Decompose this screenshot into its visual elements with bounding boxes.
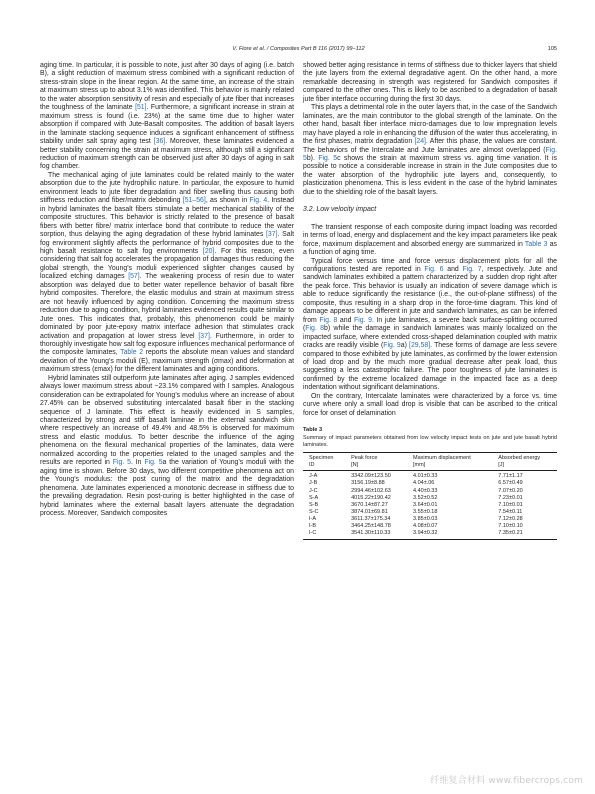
figure-link[interactable]: Fig. 6 (424, 265, 444, 273)
column-unit: [N] (345, 462, 407, 471)
table-row: S-C 3874.01±69.81 3.55±0.18 7.54±0.11 (309, 508, 523, 515)
paragraph: This plays a detrimental role in the outer layers that, in the case of the Sandwich laminates, are the main contributor to the global strength of the laminate. On the other hand, basalt fiber interface micro-damages due to low impregnation levels may have played a role in enhancing the diffusion of the water thus accelerating, in the first phases, matrix degradation [24]. After this phase, the values are constant. The behaviors of the Intercalate and Jute laminates are almost overlapped (Fig. 5b). Fig. 5c shows the strain at maximum stress vs. aging time variation. It is possible to notice a considerable increase in strain in the Jute composites due to the water absorption of the hydrophilic jute layers and, consequently, to plasticization phenomena. This is less evident in the case of the hybrid laminates due to the shielding role of the basalt layers. (303, 104, 557, 196)
running-head (40, 43, 557, 55)
figure-link[interactable]: Fig. 5 (303, 146, 557, 162)
column-header: Specimen (303, 453, 345, 462)
figure-link[interactable]: Fig. 9 (383, 342, 401, 350)
citation-link[interactable]: [29,58] (409, 342, 431, 350)
citation-link[interactable]: [37] (198, 332, 210, 340)
figure-link[interactable]: Fig. 5 (144, 459, 163, 467)
column-header: Maximum displacement (407, 453, 492, 462)
left-column (40, 62, 294, 518)
section-heading: 3.2. Low velocity impact (303, 206, 377, 214)
column-header: Peak force (345, 453, 407, 462)
table-link[interactable]: Table 3 (524, 240, 548, 248)
paragraph: Typical force versus time and force versus displacement plots for all the configurations tested are reported in Fig. 6 and Fig. 7, respectively. Jute and sandwich laminates exhibited a pattern characterized by a sudden drop right after the peak force. This behavior is usually an indication of severe damage which is able to reduce significantly the resistance (i.e., the out-of-plane stiffness) of the composite, thus resulting in a sharp drop in the force-time diagram. This kind of damage appears to be different in jute and sandwich laminates, as can be inferred from Fig. 8 and Fig. 9. In jute laminates, a severe back surface-splitting occurred (Fig. 8b) while the damage in sandwich laminates was mainly localized on the impacted surface, where extended cross-shaped delamination coupled with matrix cracks are readily visible (Fig. 9a) [29,58]. These forms of damage are less severe compared to those exhibited by jute laminates, as confirmed by the lower extension of load drop and by the much more gradual decrease after peak load, thus suggesting a less catastrophic failure. The poor toughness of jute laminates is confirmed by the extreme localized damage in the impacted face as a deep indentation without significant delaminations. (303, 257, 558, 392)
figure-link[interactable]: Fig. 8 (305, 325, 324, 333)
paragraph: aging time. In particular, it is possible to note, just after 30 days of aging (i.e. batch B), a slight reduction of maximum stress combined with a significant reduction of stress-strain slope in the linear region. At the same time, an increase of the strain at maximum stress up to about 3.1% was identified. This behavior is mainly related to the water absorption sensitivity of resin and especially of jute fiber that increases the toughness of the laminate [51]. Furthermore, a significant increase in strain at maximum stress is found (i.e. 23%) at the same time due to higher water absorption if compared with Jute-Basalt composites. The addition of basalt layers in the laminate stacking sequence induces a significant enhancement of stiffness stability under salt spray aging test [36]. Moreover, these laminates evidenced a better stability concerning the strain at maximum stress, although still a significant reduction of maximum strength can be observed just after 30 days of aging in salt fog chamber. (40, 62, 294, 171)
paragraph: On the contrary, Intercalate laminates were characterized by a force vs. time curve where only a small load drop is visible that can be ascribed to the critical force for onset of delamination (303, 392, 557, 417)
figure-link[interactable]: Fig. 7 (462, 265, 482, 273)
table-row: I-C 3541.30±110.33 3.94±0.32 7.35±0.21 (303, 530, 557, 540)
page-number: 105 (547, 46, 557, 52)
watermark: 纤维复合材料 www.fibercrops.com (430, 776, 583, 786)
table-link[interactable]: Table 2 (120, 349, 144, 357)
paragraph: The transient response of each composite during impact loading was recorded in terms of load, energy and displacement and the key impact parameters like peak force, maximum displacement and absorbed energy are summarized in Table 3 as a function of aging time. (303, 223, 558, 257)
table-row: J-C 2994.46±102.63 4.40±0.33 7.07±0.20 (309, 487, 523, 494)
figure-link[interactable]: Fig. 5 (318, 154, 338, 162)
figure-link[interactable]: Fig. 9 (354, 316, 372, 324)
table-row: S-B 3670.14±87.27 3.64±0.01 7.10±0.01 (309, 501, 523, 508)
citation-link[interactable]: [37] (266, 231, 278, 239)
column-unit: [J] (492, 462, 557, 471)
paragraph: showed better aging resistance in terms of stiffness due to thicker layers that shield the jute layers from the external degradative agent. On the other hand, a more remarkable decreasing in strength was registered for Sandwich composites if compared to the other ones. This is likely to be ascribed to a degradation of basalt jute fiber interface occurring during the first 30 days. (303, 62, 557, 103)
citation-link[interactable]: [20] (202, 247, 215, 255)
citation-link[interactable]: [36] (153, 138, 166, 146)
citation-link[interactable]: [57] (128, 273, 140, 281)
table-row: J-A 3342.09±123.50 4.01±0.33 7.71±1.17 (309, 473, 523, 480)
column-unit: [mm] (407, 462, 492, 471)
figure-link[interactable]: Fig. 5 (112, 459, 131, 467)
citation-link[interactable]: [24] (414, 138, 426, 146)
table-row: I-B 3464.25±148.78 4.08±0.07 7.10±0.10 (309, 522, 523, 529)
paragraph: Hybrid laminates still outperform jute laminates after aging. J samples evidenced always lower maximum stress about −23.1% compared with I samples. Analogous consideration can be extrapolated for Young’s modulus where an increase of about 27.45% can be observed substituting intercalated basalt fiber in the stacking sequence of J laminate. This effect is heavily evidenced in S samples, characterized by strong and stiff basalt laminae in the external sandwich skin where respectively an increase of 49.4% and 48.5% is observed for maximum stress and elastic modulus. To better describe the influence of the aging phenomena on the flexural mechanical properties of the laminates, data were normalized according to the properties related to the unaged samples and the results are reported in Fig. 5. In Fig. 5a the variation of Young’s moduli with the aging time is shown. Before 30 days, two different competitive phenomena act on the Young’s modulus: the post curing of the matrix and the degradation phenomena. Jute laminates experienced a monotonic decrease in stiffness due to the prevailing degradation. Resin post-curing is better highlighted in the case of hybrid laminates where the external basalt layers attenuate the degradation process. Moreover, Sandwich composites (40, 374, 294, 518)
impact-table (303, 452, 557, 540)
table-row: J-B 3156.19±8.88 4.04±.06 6.57±0.49 (309, 480, 523, 487)
citation-link[interactable]: [51–56] (182, 197, 206, 205)
column-header: Absorbed energy (492, 453, 557, 462)
figure-link[interactable]: Fig. 8 (319, 316, 338, 324)
table-label: Table 3 (303, 427, 323, 434)
table-row: S-A 4015.22±190.42 3.52±0.52 7.23±0.01 (309, 494, 523, 501)
citation-link[interactable]: [51] (135, 104, 147, 112)
table-units-row (303, 462, 557, 471)
table-header-row (303, 453, 557, 462)
column-unit: ID (303, 462, 345, 471)
journal-citation: V. Fiore et al. / Composites Part B 116 (2017) 99–112 (232, 46, 365, 52)
table-row: I-A 3611.37±175.34 3.85±0.03 7.12±0.28 (309, 515, 523, 522)
paragraph: The mechanical aging of jute laminates could be related mainly to the water absorption due to the jute hydrophilic nature. In particular, the exposure to humid environment leads to jute fiber degradation and fiber swelling thus causing both stiffness reduction and fiber/matrix debonding [51–56], as shown in Fig. 4. Instead in hybrid laminates the basalt fibers stimulate a better mechanical stability of the composite structures. This behavior is strictly related to the presence of basalt fibers with better fibre/ matrix interface bond that contribute to reduce the water sorption, thus delaying the aging degradation of these hybrid laminates [37]. Salt fog environment slightly affects the performance of hybrid composites due to the high basalt resistance to salt fog environments [20]. For this reason, even considering that salt fog accelerates the propagation of damages thus reducing the global strength, the Young’s moduli experienced slighter changes caused by localized etching damages [57]. The weakening process of resin due to water absorption was delayed due to better water repellence behavior of basalt fibre hybrid composites. Therefore, the elastic modulus and strain at maximum stress are not heavily influenced by aging condition. Concerning the maximum stress reduction due to aging condition, hybrid laminates evidenced results quite similar to Jute ones. This indicates that, probably, this phenomenon could be mainly dominated by poor jute-epoxy matrix interface adhesion that stimulates crack activation and propagation at lower stress level [37]. Furthermore, in order to thoroughly investigate how salt fog exposure influences mechanical performance of the composite laminates, Table 2 reports the absolute mean values and standard deviation of the Young’s moduli (E), maximum strength (σmax) and deformation at maximum stress (εmax) for the different laminates and aging conditions. (40, 171, 295, 374)
table-caption: Summary of impact parameters obtained from low velocity impact tests on jute and jute basalt hybrid laminates. (303, 435, 557, 449)
figure-link[interactable]: Fig. 4 (249, 197, 268, 205)
right-column (303, 62, 557, 540)
table-3 (303, 427, 557, 540)
